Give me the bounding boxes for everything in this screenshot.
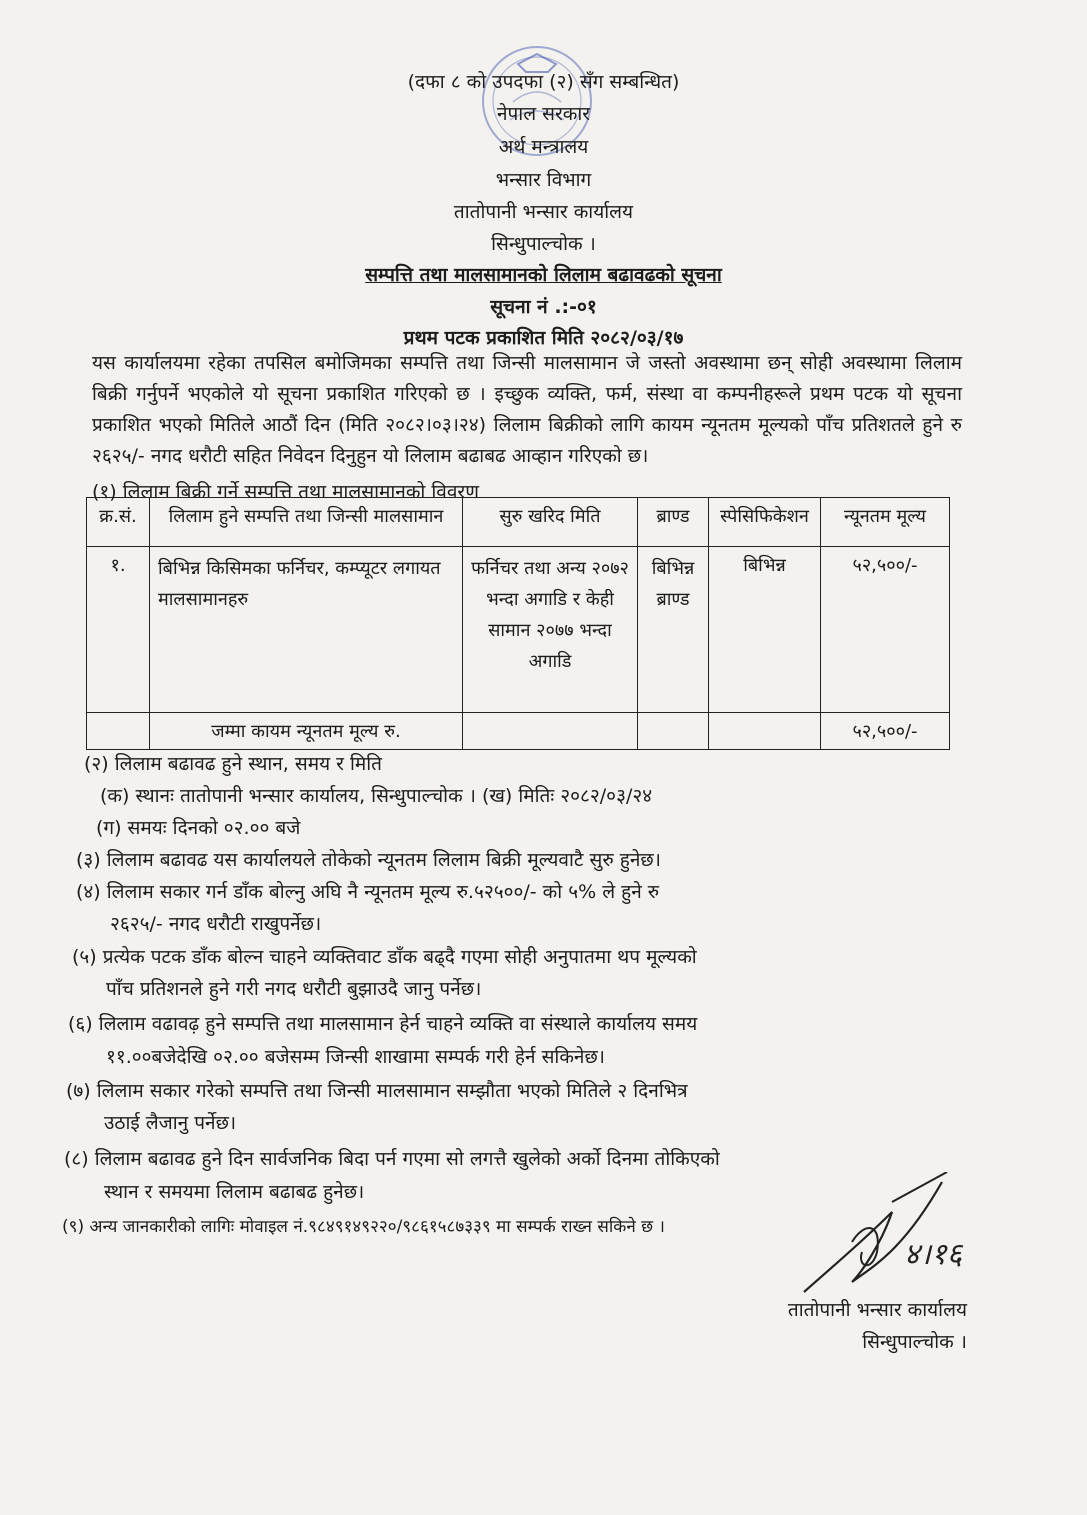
point-8-line2: स्थान र समयमा लिलाम बढाबढ हुनेछ। — [104, 1181, 365, 1203]
footer-district: सिन्धुपाल्चोक । — [862, 1331, 967, 1353]
government-name: नेपाल सरकार — [496, 103, 591, 125]
point-4-line2: २६२५/- नगद धरौटी राखुपर्नेछ। — [110, 913, 322, 935]
signature-icon — [792, 1172, 982, 1312]
cell-purchase-date: फर्निचर तथा अन्य २०७२ भन्दा अगाडि र केही सामान २०७७ भन्दा अगाडि — [463, 547, 638, 713]
header-item: लिलाम हुने सम्पत्ति तथा जिन्सी मालसामान — [150, 498, 463, 547]
header-sn: क्र.सं. — [87, 498, 150, 547]
signature-date: ४।१६ — [904, 1237, 963, 1272]
header-min-price: न्यूनतम मूल्य — [821, 498, 950, 547]
auction-place-date: (क) स्थानः तातोपानी भन्सार कार्यालय, सिन्धुपाल्चोक । (ख) मितिः २०८२/०३/२४ — [100, 785, 653, 807]
total-label: जम्मा कायम न्यूनतम मूल्य रु. — [150, 713, 463, 750]
cell-brand: बिभिन्न ब्राण्ड — [638, 547, 709, 713]
total-value: ५२,५००/- — [821, 713, 950, 750]
header-brand: ब्राण्ड — [638, 498, 709, 547]
department-name: भन्सार विभाग — [495, 169, 592, 191]
auction-time: (ग) समयः दिनको ०२.०० बजे — [96, 817, 301, 839]
notice-title: सम्पत्ति तथा मालसामानको लिलाम बढावढको सूचना — [365, 264, 722, 286]
cell-price: ५२,५००/- — [821, 547, 950, 713]
table-total-row — [87, 713, 950, 750]
section2-title: (२) लिलाम बढावढ हुने स्थान, समय र मिति — [84, 753, 383, 775]
point-5-line2: पाँच प्रतिशनले हुने गरी नगद धरौटी बुझाउदै जानु पर्नेछ। — [106, 978, 482, 1000]
notice-number: सूचना नं .:-०१ — [490, 296, 597, 318]
point-4-line1: (४) लिलाम सकार गर्न डाँक बोल्नु अघि नै न्यूनतम मूल्य रु.५२५००/- को ५% ले हुने रु — [76, 881, 660, 903]
point-8-line1: (८) लिलाम बढावढ हुने दिन सार्वजनिक बिदा पर्न गएमा सो लगत्तै खुलेको अर्को दिनमा तोकिएको — [64, 1148, 720, 1170]
cell-sn: १. — [87, 547, 150, 713]
ministry-name: अर्थ मन्त्रालय — [498, 136, 589, 158]
published-date: प्रथम पटक प्रकाशित मिति २०८२/०३/१७ — [403, 327, 684, 349]
table-row — [87, 547, 950, 713]
district-name: सिन्धुपाल्चोक । — [491, 233, 596, 255]
point-9: (९) अन्य जानकारीको लागिः मोवाइल नं.९८४९१४९२२०/९८६१५८७३३९ मा सम्पर्क राख्न सकिने छ । — [62, 1217, 665, 1237]
point-6-line2: ११.००बजेदेखि ०२.०० बजेसम्म जिन्सी शाखामा सम्पर्क गरी हेर्न सकिनेछ। — [106, 1046, 605, 1068]
office-name: तातोपानी भन्सार कार्यालय — [453, 201, 634, 223]
point-7-line1: (७) लिलाम सकार गरेको सम्पत्ति तथा जिन्सी मालसामान सम्झौता भएको मितिले २ दिनभित्र — [66, 1080, 688, 1102]
cell-item: बिभिन्न किसिमका फर्निचर, कम्प्यूटर लगायत मालसामानहरु — [150, 547, 463, 713]
table-header-row — [87, 498, 950, 547]
items-table — [86, 497, 950, 750]
point-3: (३) लिलाम बढावढ यस कार्यालयले तोकेको न्यूनतम लिलाम बिक्री मूल्यवाटै सुरु हुनेछ। — [76, 849, 661, 871]
header-purchase-date: सुरु खरिद मिति — [463, 498, 638, 547]
header-spec: स्पेसिफिकेशन — [709, 498, 821, 547]
cell-spec: बिभिन्न — [709, 547, 821, 713]
intro-paragraph: यस कार्यालयमा रहेका तपसिल बमोजिमका सम्पत्ति तथा जिन्सी मालसामान जे जस्तो अवस्थामा छन् सोही अवस्थामा लिलाम बिक्री गर्नुपर्ने भएकोले यो सूचना प्रकाशित गरिएको छ । इच्छुक व्यक्ति, फर्म, संस्था वा कम्पनीहरूले प्रथम पटक यो सूचना प्रकाशित भएको मितिले आठौं दिन (मिति २०८२।०३।२४) लिलाम बिक्रीको लागि कायम न्यूनतम मूल्यको पाँच प्रतिशतले हुने रु २६२५/- नगद धरौटी सहित निवेदन दिनुहुन यो लिलाम बढाबढ आव्हान गरिएको छ। — [92, 352, 962, 467]
rule-reference: (दफा ८ को उपदफा (२) सँग सम्बन्धित) — [407, 71, 680, 93]
point-6-line1: (६) लिलाम वढावढ़ हुने सम्पत्ति तथा मालसामान हेर्न चाहने व्यक्ति वा संस्थाले कार्यालय समय — [68, 1013, 698, 1035]
section1-title: (१) लिलाम बिक्री गर्ने सम्पत्ति तथा मालसामानको विवरण — [92, 481, 479, 503]
footer-office: तातोपानी भन्सार कार्यालय — [787, 1299, 967, 1321]
point-5-line1: (५) प्रत्येक पटक डाँक बोल्न चाहने व्यक्तिवाट डाँक बढ्दै गएमा सोही अनुपातमा थप मूल्यको — [72, 946, 697, 968]
point-7-line2: उठाई लैजानु पर्नेछ। — [104, 1112, 237, 1134]
